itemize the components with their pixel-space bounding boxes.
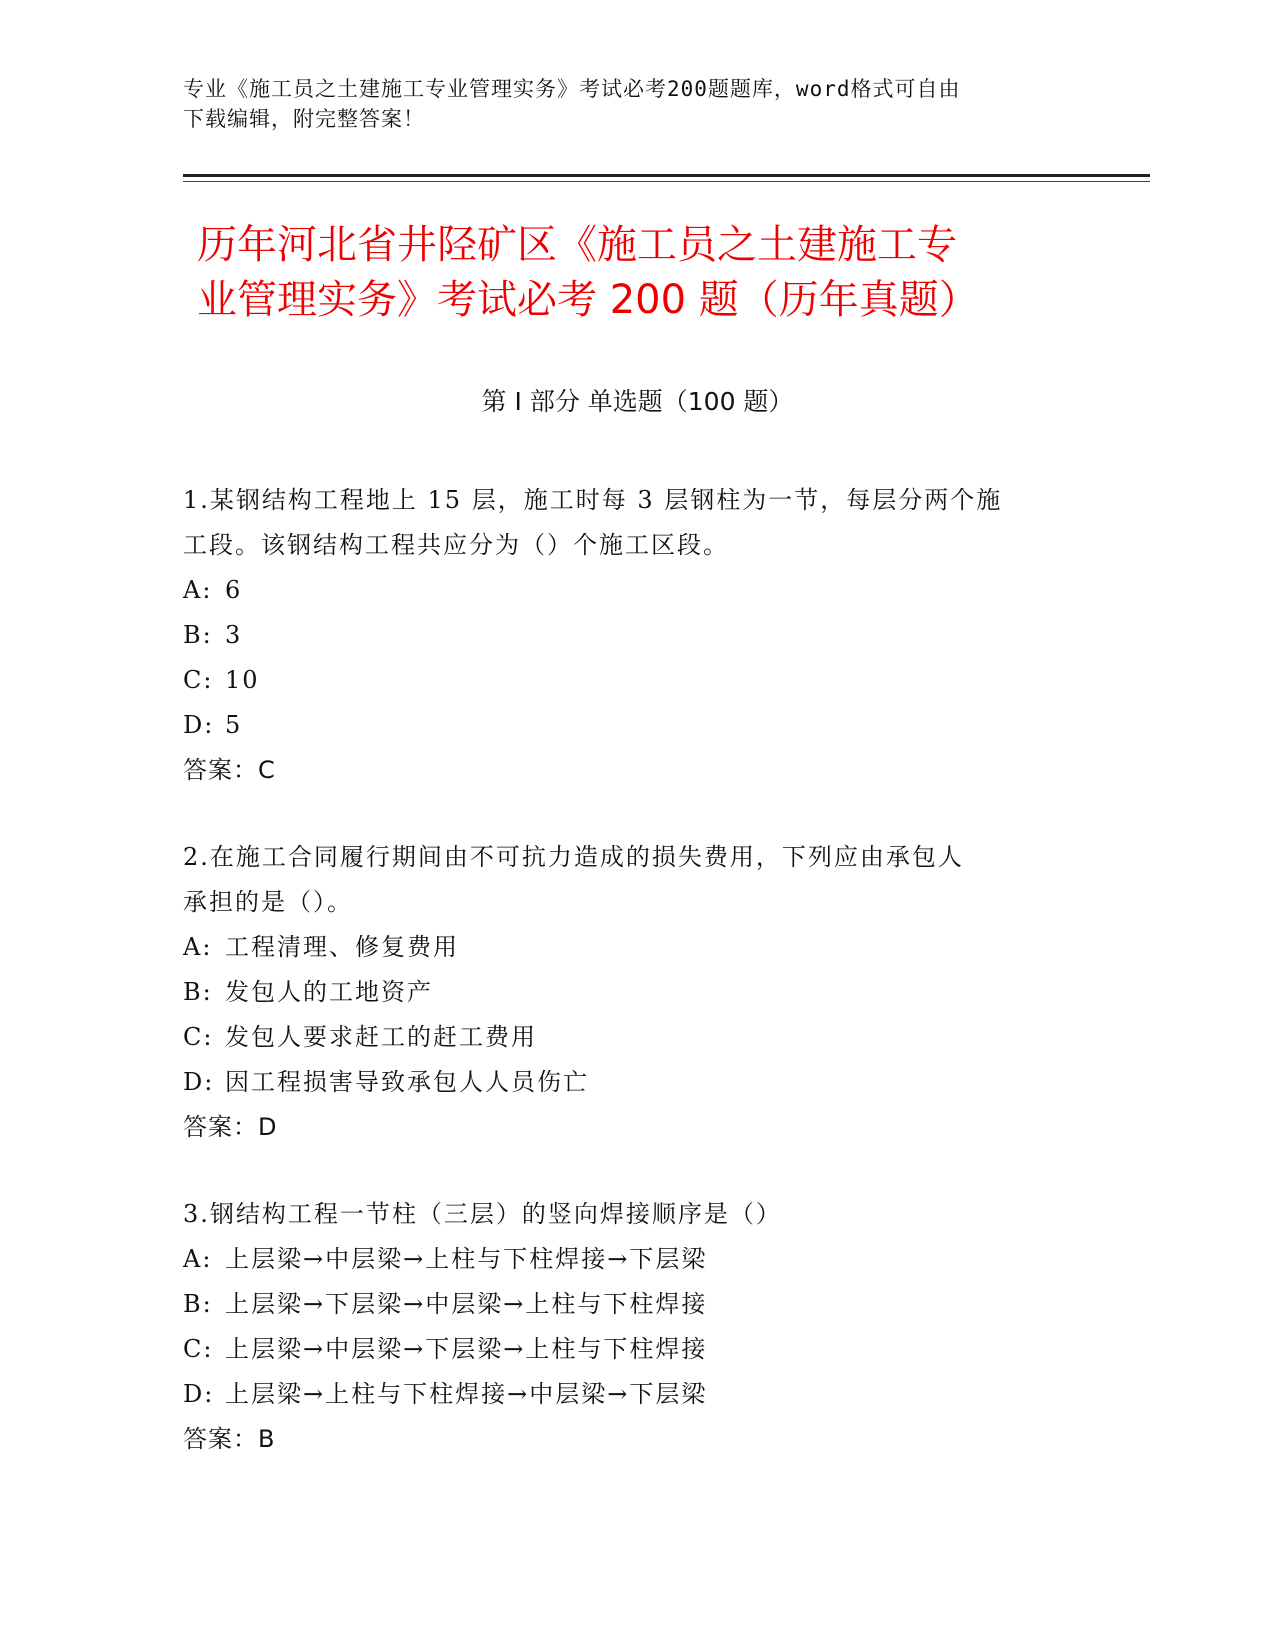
answer-prefix: 答案： <box>183 1113 258 1141</box>
question-stem-line: 工段。该钢结构工程共应分为（）个施工区段。 <box>183 531 729 559</box>
option-text: 上层梁→下层梁→中层梁→上柱与下柱焊接 <box>225 1290 708 1318</box>
option-key: C: <box>183 666 214 694</box>
option-text: 发包人要求赶工的赶工费用 <box>225 1023 537 1051</box>
section-heading: 第 I 部分 单选题（100 题） <box>481 387 794 416</box>
question-stem-line: 3.钢结构工程一节柱（三层）的竖向焊接顺序是（） <box>183 1200 782 1228</box>
option-text: 上层梁→上柱与下柱焊接→中层梁→下层梁 <box>225 1380 708 1408</box>
answer-prefix: 答案： <box>183 1425 258 1453</box>
option-key: B: <box>183 621 213 649</box>
answer-line <box>183 1417 1063 1462</box>
question-stem-line: 2.在施工合同履行期间由不可抗力造成的损失费用，下列应由承包人 <box>183 843 964 871</box>
option-key: D: <box>183 1380 215 1408</box>
option-a <box>183 1237 1063 1282</box>
header-divider-thin <box>183 181 1150 182</box>
option-key: B: <box>183 978 213 1006</box>
answer-line <box>183 748 1063 793</box>
option-a <box>183 568 1063 613</box>
option-text: 发包人的工地资产 <box>225 978 433 1006</box>
answer-value: C <box>258 756 276 784</box>
header-note <box>183 74 1063 134</box>
question-item <box>183 478 1063 793</box>
header-note-line: 下载编辑，附完整答案！ <box>183 107 425 131</box>
option-c <box>183 658 1063 703</box>
question-stem <box>183 478 1063 568</box>
answer-prefix: 答案： <box>183 756 258 784</box>
question-list <box>183 478 1063 1504</box>
option-key: A: <box>183 933 213 961</box>
answer-value: D <box>258 1113 278 1141</box>
option-key: B: <box>183 1290 213 1318</box>
option-text: 上层梁→中层梁→下层梁→上柱与下柱焊接 <box>225 1335 708 1363</box>
document-title-line: 业管理实务》考试必考 200 题（历年真题） <box>197 277 979 323</box>
option-text: 10 <box>225 666 260 694</box>
option-key: C: <box>183 1023 214 1051</box>
option-d <box>183 1060 1063 1105</box>
option-key: D: <box>183 711 215 739</box>
question-stem <box>183 1192 1063 1237</box>
option-c <box>183 1015 1063 1060</box>
answer-value: B <box>258 1425 276 1453</box>
option-d <box>183 703 1063 748</box>
option-c <box>183 1327 1063 1372</box>
option-key: C: <box>183 1335 214 1363</box>
option-a <box>183 925 1063 970</box>
question-item <box>183 835 1063 1150</box>
option-text: 因工程损害导致承包人人员伤亡 <box>225 1068 589 1096</box>
question-item <box>183 1192 1063 1462</box>
option-key: D: <box>183 1068 215 1096</box>
header-divider-thick <box>183 174 1150 177</box>
option-text: 3 <box>225 621 243 649</box>
option-key: A: <box>183 576 213 604</box>
option-d <box>183 1372 1063 1417</box>
header-note-line: 专业《施工员之土建施工专业管理实务》考试必考200题题库，word格式可自由 <box>183 77 961 101</box>
question-stem-line: 1.某钢结构工程地上 15 层，施工时每 3 层钢柱为一节，每层分两个施 <box>183 486 1003 514</box>
option-b <box>183 613 1063 658</box>
option-text: 工程清理、修复费用 <box>225 933 459 961</box>
document-title-line: 历年河北省井陉矿区《施工员之土建施工专 <box>197 222 957 268</box>
option-b <box>183 1282 1063 1327</box>
document-title <box>197 218 1077 328</box>
question-stem <box>183 835 1063 925</box>
option-text: 6 <box>225 576 243 604</box>
option-b <box>183 970 1063 1015</box>
option-text: 5 <box>225 711 243 739</box>
question-stem-line: 承担的是（）。 <box>183 888 353 916</box>
option-key: A: <box>183 1245 213 1273</box>
answer-line <box>183 1105 1063 1150</box>
option-text: 上层梁→中层梁→上柱与下柱焊接→下层梁 <box>225 1245 708 1273</box>
